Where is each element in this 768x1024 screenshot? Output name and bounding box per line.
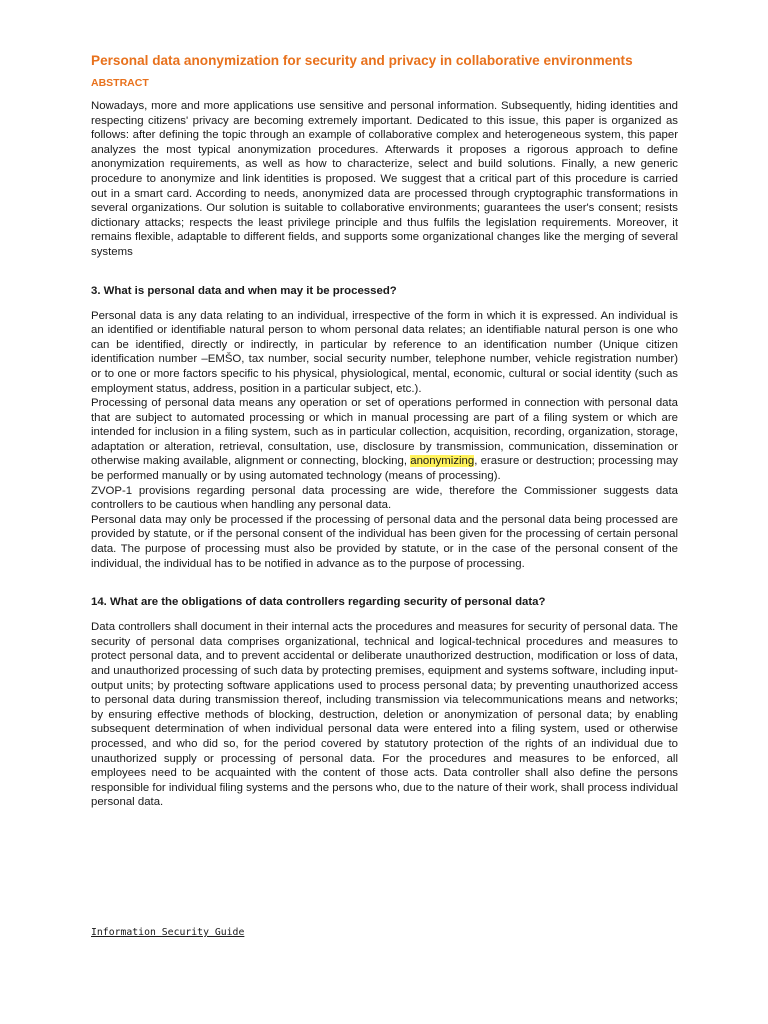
highlighted-term: anonymizing [410,455,475,468]
section-3-paragraph-1: Personal data is any data relating to an individual, irrespective of the form in which it is expressed. An individual is an identified or identifiable natural person to whom personal data relates; an identifiable natural person is one who can be identified, directly or indirectly, in particular by reference to an identification number (Unique citizen identification number –EMŠO, tax number, social security number, telephone number, vehicle registration number) or to one or more factors specific to his physical, physiological, mental, economic, cultural or social identity (such as employment status, address, position in a particular subject, etc.). [91,309,678,395]
section-14-heading: 14. What are the obligations of data controllers regarding security of personal data? [91,596,546,609]
section-3-paragraph-2 [91,396,678,484]
section-14-paragraph-1: Data controllers shall document in their internal acts the procedures and measures for security of personal data. The security of personal data comprises organizational, technical and logical-technical procedures and measures to protect personal data, and to prevent accidental or deliberate unauthorized destruction, modification or loss of data, and unauthorized processing of such data by protecting premises, equipment and systems software, including input-output units; by protecting software applications used to process personal data; by preventing unauthorized access to personal data during transmission thereof, including transmission via telecommunications means and networks; by ensuring effective methods of blocking, destruction, deletion or anonymization of personal data; by enabling subsequent determination of when individual personal data were entered into a filing system, used or otherwise processed, and who did so, for the period covered by statutory protection of the rights of an individual due to unauthorized supply or processing of personal data. For the procedures and measures to be enforced, all employees need to be acquainted with the content of those acts. Data controller shall also define the persons responsible for individual filing systems and the persons who, due to the nature of their work, shall process individual personal data. [91,621,678,809]
document-title: Personal data anonymization for security and privacy in collaborative environments [91,53,633,68]
footer-link[interactable]: Information Security Guide [91,927,245,938]
section-3-paragraph-4: Personal data may only be processed if the processing of personal data and the personal data being processed are provided by statute, or if the personal consent of the individual has been given for the processing of certain personal data. The purpose of processing must also be provided by statute, or in the case of the personal consent of the individual, the individual has to be notified in advance as to the purpose of processing. [91,513,678,570]
section-3-heading: 3. What is personal data and when may it be processed? [91,284,397,297]
section-3-paragraph-3: ZVOP-1 provisions regarding personal data processing are wide, therefore the Commissioner suggests data controllers to be cautious when handling any personal data. [91,484,678,512]
abstract-label: ABSTRACT [91,77,149,89]
abstract-paragraph: Nowadays, more and more applications use sensitive and personal information. Subsequently, hiding identities and respecting citizens' privacy are becoming extremely important. Dedicated to this issue, this paper is organized as follows: after defining the topic through an example of collaborative complex and heterogeneous system, this paper analyzes the most typical anonymization procedures. Afterwards it proposes a rigorous approach to define anonymization requirements, as well as how to characterize, select and build solutions. Finally, a new generic procedure to anonymize and link identities is proposed. We suggest that a critical part of this procedure is carried out in a smart card. According to needs, anonymized data are processed through cryptographic transformations in several organizations. Our solution is suitable to collaborative environments; guarantees the user's consent; resists dictionary attacks; respects the least privilege principle and thus fulfils the legislation requirements. Moreover, it remains flexible, adaptable to different fields, and supports some organizational changes like the merging of several systems [91,100,678,258]
section-3-paragraph-2-end: , erasure or destruction; processing may be performed manually or by using automated technology (means of processing). [91,455,678,483]
section-3-paragraph-2-start: Processing of personal data means any operation or set of operations performed in connection with personal data that are subject to automated processing or which in manual processing are part of a filing system or which are intended for inclusion in a filing system, such as in particular collection, acquisition, recording, organization, storage, adaptation or alteration, retrieval, consultation, use, disclosure by transmission, communication, dissemination or otherwise making available, alignment or connecting, blocking, [91,397,678,468]
document-page [91,52,678,810]
